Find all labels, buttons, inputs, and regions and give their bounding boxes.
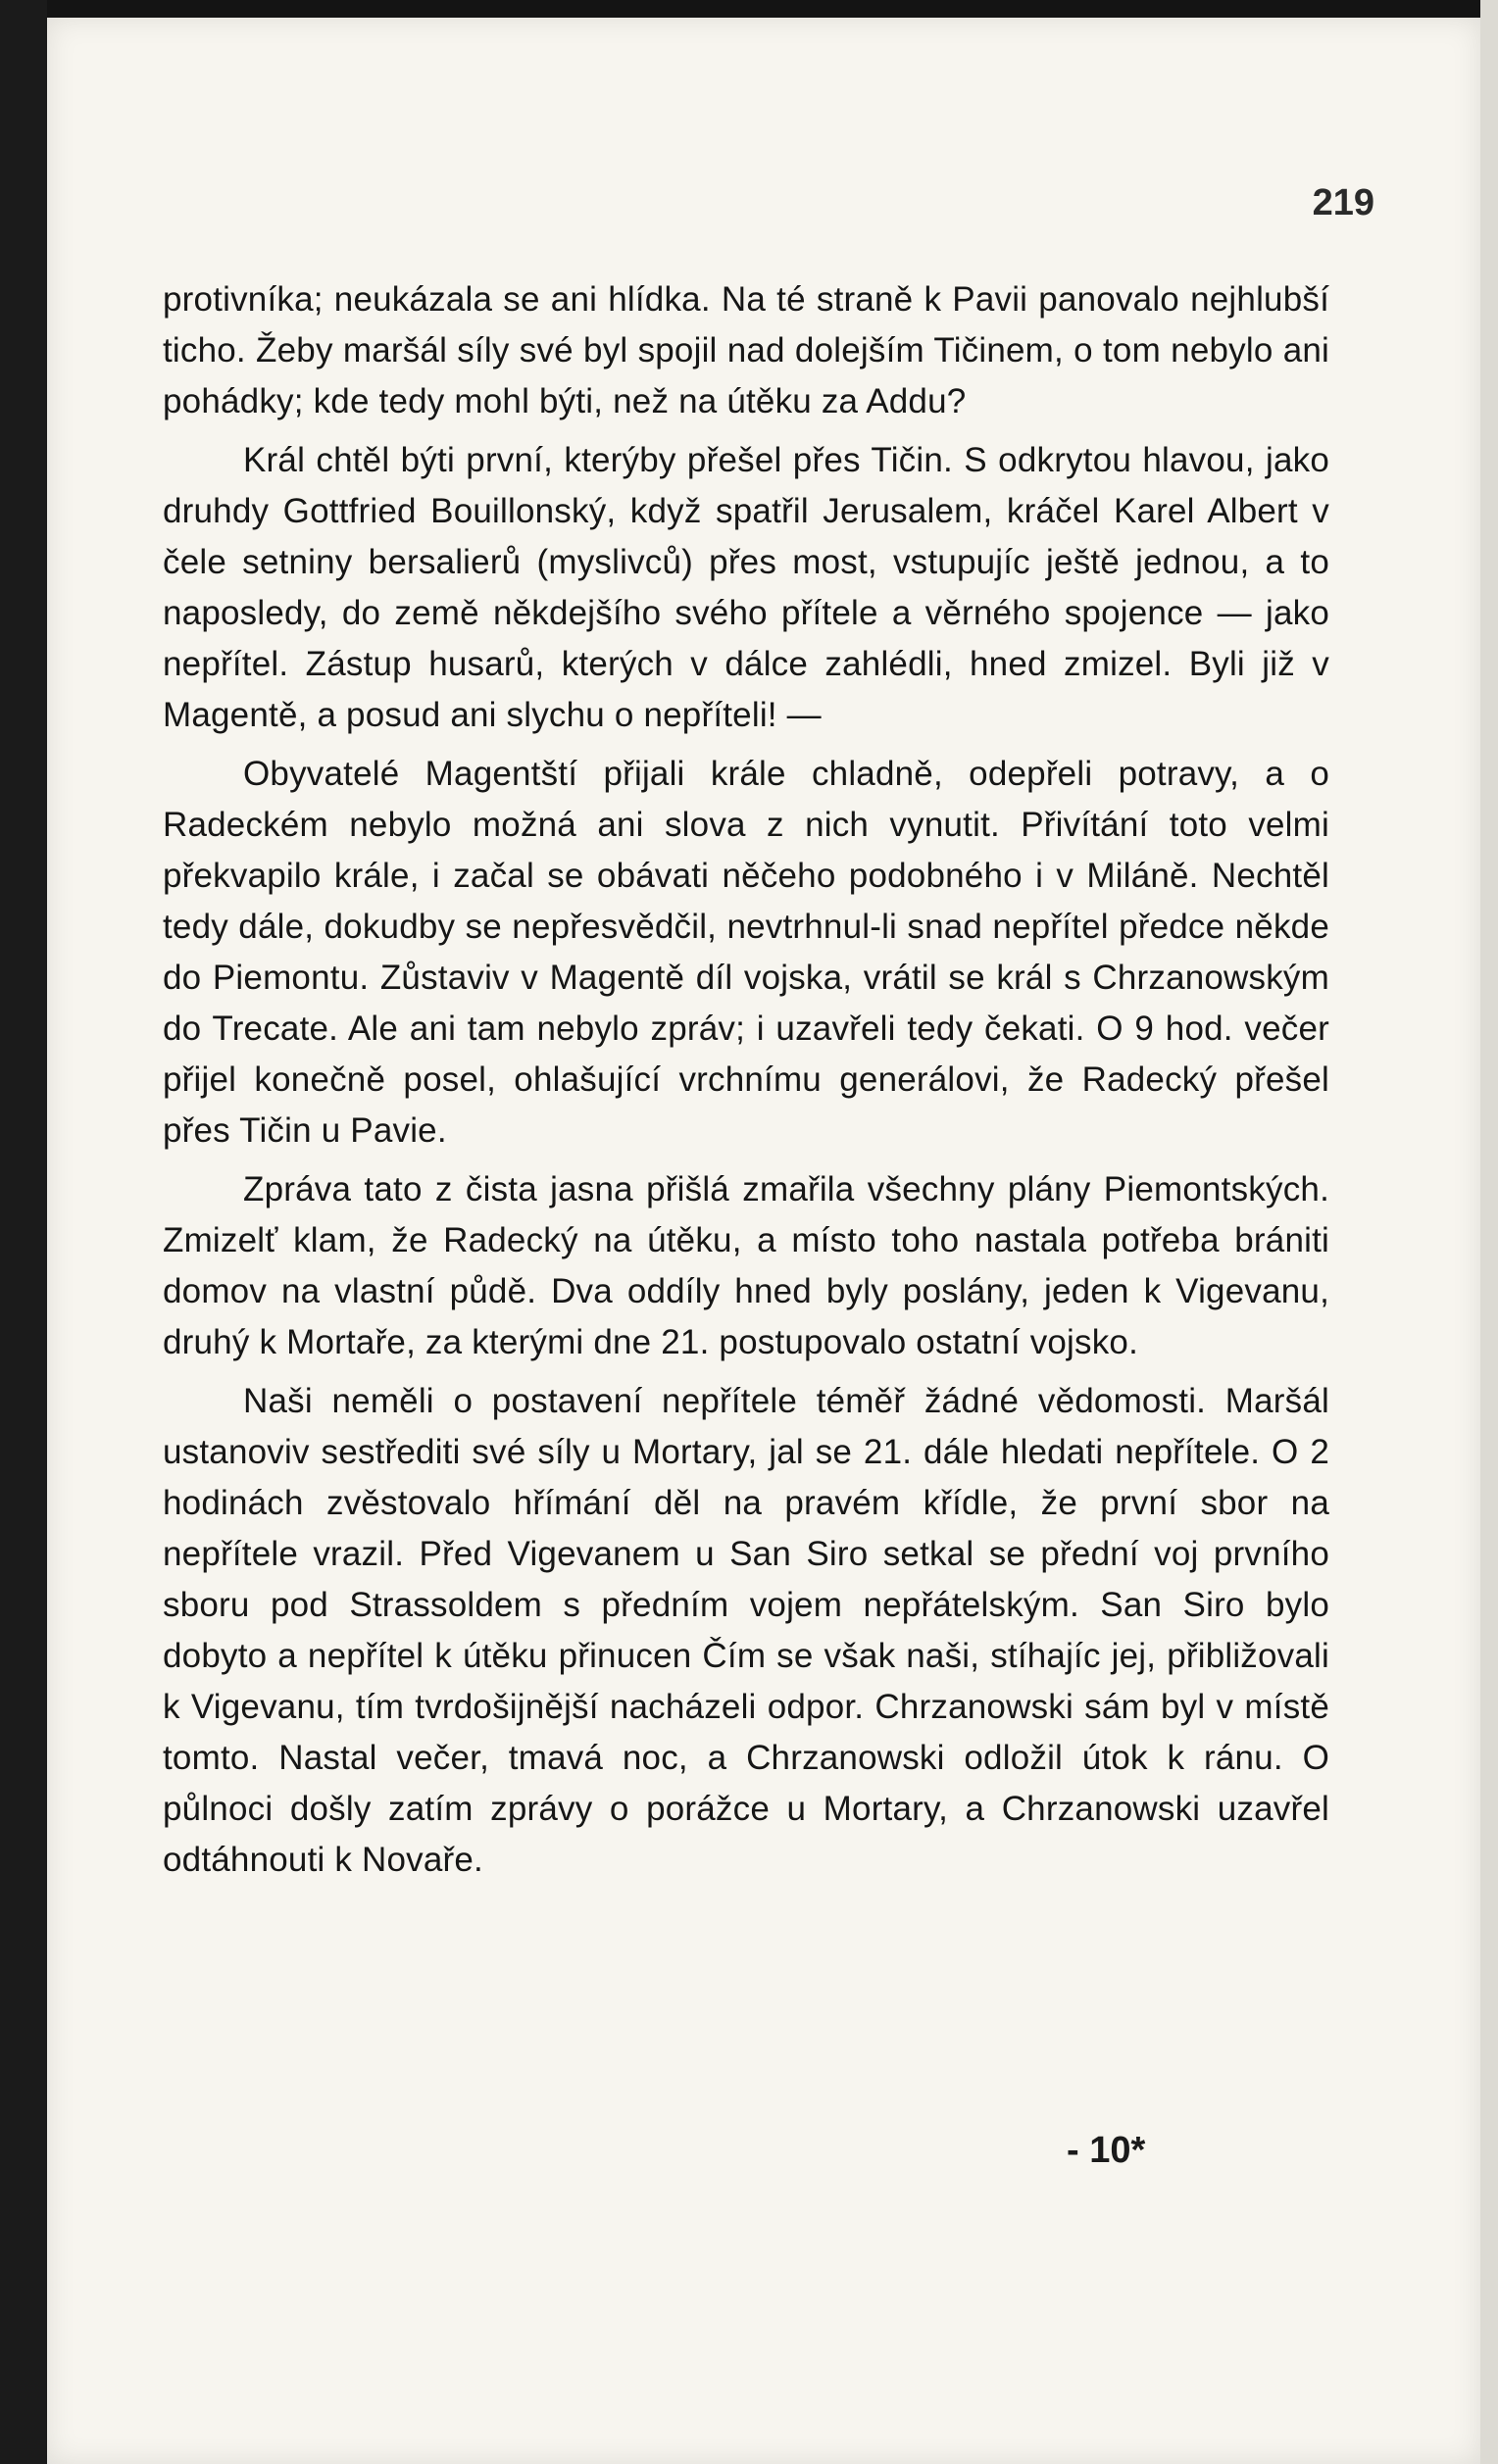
printer-signature-mark: - 10*	[1067, 2130, 1146, 2171]
page-number: 219	[1312, 182, 1374, 223]
paragraph-4: Zpráva tato z čista jasna přišlá zmařila všechny plány Piemontských. Zmizelť klam, že Radecký na útěku, a místo toho nastala potřeba brániti domov na vlastní půdě. Dva oddíly hned byly poslány, jeden k Vigevanu, druhý k Mortaře, za kterými dne 21. postupovalo ostatní vojsko.	[163, 1170, 1329, 1361]
scan-left-edge	[0, 0, 47, 2464]
paragraph-5: Naši neměli o postavení nepřítele téměř žádné vědomosti. Maršál ustanoviv sestřediti své síly u Mortary, jal se 21. dále hledati nepřítele. O 2 hodinách zvěstovalo hřímání děl na pravém křídle, že první sbor na nepřítele vrazil. Před Vigevanem u San Siro setkal se přední voj prvního sboru pod Strassoldem s předním vojem nepřátelským. San Siro bylo dobyto a nepřítel k útěku přinucen Čím se však naši, stíhajíc jej, přibližovali k Vigevanu, tím tvrdošijnější nacházeli odpor. Chrzanowski sám byl v místě tomto. Nastal večer, tmavá noc, a Chrzanowski odložil útok k ránu. O půlnoci došly zatím zprávy o porážce u Mortary, a Chrzanowski uzavřel odtáhnouti k Novaře.	[163, 1382, 1329, 1879]
scan-right-edge	[1480, 0, 1498, 2464]
body-text	[163, 274, 1329, 1894]
book-page	[47, 18, 1480, 2464]
paragraph-1: protivníka; neukázala se ani hlídka. Na té straně k Pavii panovalo nejhlubší ticho. Žeby maršál síly své byl spojil nad dolejším Tičinem, o tom nebylo ani pohádky; kde tedy mohl býti, než na útěku za Addu?	[163, 280, 1329, 420]
paragraph-2: Král chtěl býti první, kterýby přešel přes Tičin. S odkrytou hlavou, jako druhdy Gottfried Bouillonský, když spatřil Jerusalem, kráčel Karel Albert v čele setniny bersalierů (myslivců) přes most, vstupujíc ještě jednou, a to naposledy, do země někdejšího svého přítele a věrného spojence — jako nepřítel. Zástup husarů, kterých v dálce zahlédli, hned zmizel. Byli již v Magentě, a posud ani slychu o nepříteli! —	[163, 441, 1329, 734]
paragraph-3: Obyvatelé Magentští přijali krále chladně, odepřeli potravy, a o Radeckém nebylo možná ani slova z nich vynutit. Přivítání toto velmi překvapilo krále, i začal se obávati něčeho podobného i v Miláně. Nechtěl tedy dále, dokudby se nepřesvědčil, nevtrhnul-li snad nepřítel předce někde do Piemontu. Zůstaviv v Magentě díl vojska, vrátil se král s Chrzanowským do Trecate. Ale ani tam nebylo zpráv; i uzavřeli tedy čekati. O 9 hod. večer přijel konečně posel, ohlašující vrchnímu generálovi, že Radecký přešel přes Tičin u Pavie.	[163, 755, 1329, 1150]
